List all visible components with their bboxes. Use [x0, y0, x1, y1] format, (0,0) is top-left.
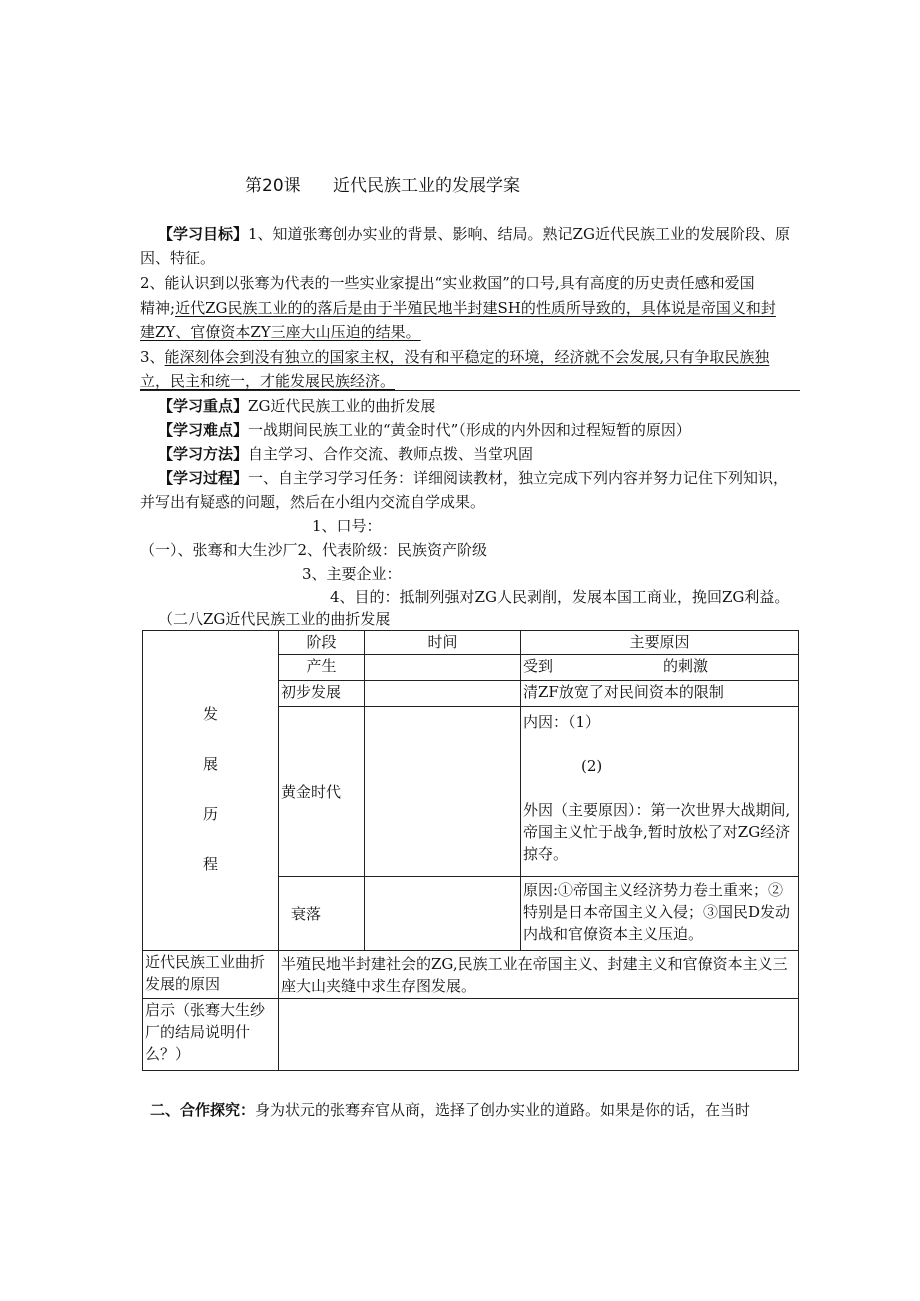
purpose-item: 4、目的：抵制列强对ZG人民剥削，发展本国工商业，挽回ZG利益。 [330, 588, 790, 606]
header-stage: 阶段 [279, 631, 365, 655]
reason-emergence-a: 受到 [523, 657, 554, 675]
method-line [158, 444, 533, 464]
insight-answer-blank[interactable] [279, 999, 799, 1071]
spacer [523, 777, 796, 799]
objectives-label: 【学习目标】 [158, 225, 249, 243]
enterprises-item: 3、主要企业： [302, 565, 402, 583]
page-title: 近代民族工业的发展学案 [333, 176, 520, 196]
cooperation-text: 身为状元的张骞弃官从商，选择了创办实业的道路。如果是你的话，在当时 [255, 1101, 751, 1119]
stage-golden: 黄金时代 [279, 707, 365, 877]
objectives-text-underlined: 能深刻体会到没有独立的国家主权，没有和平稳定的环境，经济就不会发展,只有争取民族独 [164, 348, 770, 366]
difficulty-text: 一战期间民族工业的“黄金时代”（形成的内外因和过程短暂的原因） [248, 421, 691, 439]
golden-external-c: 掠夺。 [523, 845, 569, 863]
slogan-item: 1、口号： [312, 517, 382, 535]
objectives-text-plain: 3、 [140, 348, 165, 366]
development-table [142, 630, 799, 1071]
side-char-1: 发 [202, 705, 218, 723]
process-line-2: 并写出有疑惑的问题，然后在小组内交流自学成果。 [140, 493, 486, 511]
insight-label-a: 启示（张骞大生纱 [145, 1001, 266, 1019]
cause-label-b: 发展的原因 [145, 975, 221, 993]
reason-initial: 清ZF放宽了对民间资本的限制 [521, 681, 799, 707]
decline-reason-c: 内战和官僚资本主义压迫。 [523, 925, 704, 943]
stage-initial: 初步发展 [279, 681, 365, 707]
lesson-number: 第20课 [245, 176, 301, 196]
objectives-text: 1、知道张骞创办实业的背景、影响、结局。熟记ZG近代民族工业的发展阶段、原 [248, 225, 790, 243]
difficulty-line [158, 420, 691, 440]
spacer [523, 733, 796, 755]
decline-reason-b: 特别是日本帝国主义入侵；③国民D发动 [523, 903, 791, 921]
section1-heading: （一）、张骞和大生沙厂2、代表阶级：民族资产阶级 [140, 541, 488, 559]
golden-internal: 内因：（1） [523, 713, 601, 731]
objectives-text-plain: 精神; [140, 299, 176, 317]
golden-internal-2: (2) [581, 757, 603, 775]
method-label: 【学习方法】 [158, 445, 249, 463]
process-line-1 [158, 468, 788, 488]
time-initial-blank[interactable] [365, 681, 521, 707]
reason-golden [521, 707, 799, 877]
objectives-text-underlined: 近代ZG民族工业的的落后是由于半殖民地半封建SH的性质所导致的，具体说是帝国义和封 [175, 299, 776, 317]
side-char-3: 历 [202, 805, 218, 823]
header-reason: 主要原因 [521, 631, 799, 655]
time-emergence-blank[interactable] [365, 655, 521, 681]
cause-text-a: 半殖民地半封建社会的ZG,民族工业在帝国主义、封建主义和官僚资本主义三 [281, 955, 788, 973]
stage-decline: 衰落 [279, 877, 365, 951]
insight-label-b: 厂的结局说明什 [145, 1023, 251, 1041]
reason-emergence-b: 的刺激 [663, 657, 709, 675]
cooperation-label: 二、合作探究： [150, 1101, 256, 1119]
side-char-4: 程 [202, 855, 218, 873]
key-point-label: 【学习重点】 [158, 397, 249, 415]
section-divider [140, 390, 800, 391]
reason-emergence [521, 655, 799, 681]
objectives-line-1 [158, 224, 790, 244]
process-label: 【学习过程】 [158, 469, 249, 487]
process-text: 一、自主学习学习任务：详细阅读教材，独立完成下列内容并努力记住下列知识， [248, 469, 789, 487]
cooperation-line [150, 1100, 750, 1120]
objectives-line-3: 2、能认识到以张骞为代表的一些实业家提出“实业救国”的口号,具有高度的历史责任感和爱国 [140, 274, 755, 292]
difficulty-label: 【学习难点】 [158, 421, 249, 439]
objectives-line-6 [140, 347, 769, 367]
objectives-line-2: 因、特征。 [140, 249, 216, 267]
stage-emergence: 产生 [279, 655, 365, 681]
objectives-line-7: 立，民主和统一，才能发展民族经济。 [140, 372, 396, 390]
golden-external-a: 外因（主要原因）：第一次世界大战期间, [523, 801, 791, 819]
insight-label [143, 999, 279, 1071]
header-time: 时间 [365, 631, 521, 655]
side-char-2: 展 [202, 755, 218, 773]
cause-text-b: 座大山夹缝中求生存图发展。 [281, 977, 477, 995]
reason-decline [521, 877, 799, 951]
method-text: 自主学习、合作交流、教师点拨、当堂巩固 [248, 445, 534, 463]
decline-reason-a: 原因:①帝国主义经济势力卷土重来；② [523, 881, 784, 899]
time-golden-blank[interactable] [365, 707, 521, 877]
stage-side-label [143, 631, 279, 951]
cause-label-a: 近代民族工业曲折 [145, 953, 266, 971]
insight-label-c: 么？） [145, 1045, 191, 1063]
cause-text [279, 951, 799, 999]
golden-external-b: 帝国主义忙于战争,暂时放松了对ZG经济 [523, 823, 791, 841]
key-point-text: ZG近代民族工业的曲折发展 [248, 397, 436, 415]
key-point-line [158, 396, 435, 416]
objectives-line-4 [140, 298, 776, 318]
objectives-line-5: 建ZY、官僚资本ZY三座大山压迫的结果。 [140, 323, 421, 341]
time-decline-blank[interactable] [365, 877, 521, 951]
cause-label [143, 951, 279, 999]
section2-heading: （二八ZG近代民族工业的曲折发展 [158, 610, 391, 628]
